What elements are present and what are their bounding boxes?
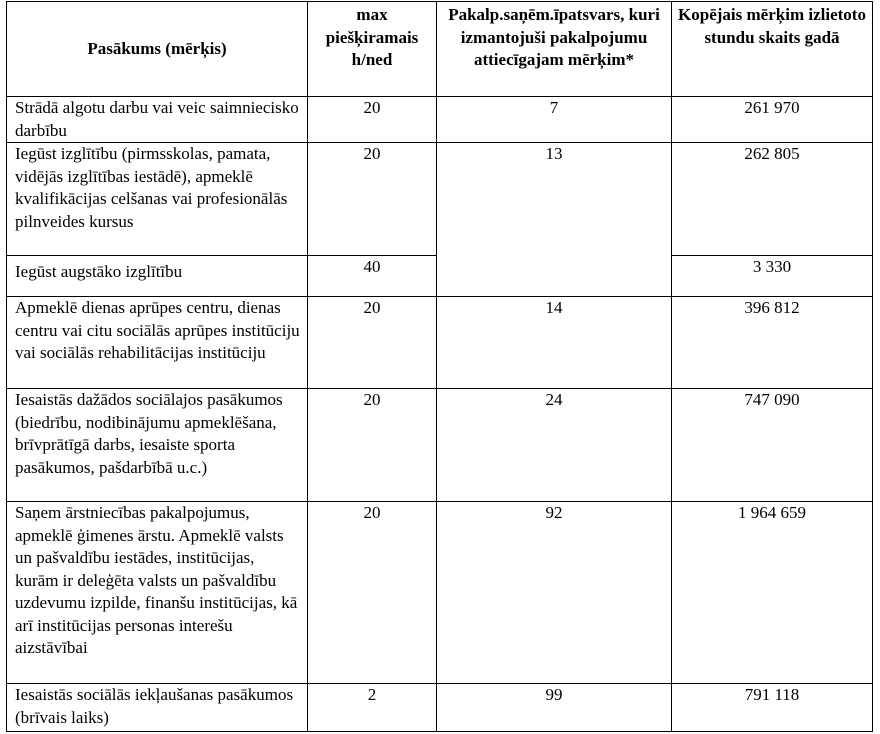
- table-row: [7, 502, 873, 684]
- total-hours-cell: 261 970: [672, 97, 873, 143]
- share-cell: 24: [437, 389, 672, 502]
- activity-cell: Apmeklē dienas aprūpes centru, dienas centru vai citu sociālās aprūpes institūciju vai sociālās rehabilitācijas institūciju: [7, 297, 308, 389]
- activity-cell: Iegūst izglītību (pirmsskolas, pamata, vidējās izglītības iestādē), apmeklē kvalifikācijas celšanas vai profesionālās pilnveides kursus: [7, 143, 308, 256]
- share-cell: 92: [437, 502, 672, 684]
- header-activity: Pasākums (mērķis): [7, 2, 308, 97]
- table-row: [7, 97, 873, 143]
- max-hours-cell: 20: [308, 502, 437, 684]
- header-max-hours: max piešķiramais h/ned: [308, 2, 437, 97]
- table-row: [7, 684, 873, 732]
- activity-cell: Iesaistās sociālās iekļaušanas pasākumos (brīvais laiks): [7, 684, 308, 732]
- activity-cell: Iegūst augstāko izglītību: [7, 256, 308, 297]
- max-hours-cell: 40: [308, 256, 437, 297]
- share-cell: 99: [437, 684, 672, 732]
- max-hours-cell: 20: [308, 297, 437, 389]
- activity-cell: Iesaistās dažādos sociālajos pasākumos (biedrību, nodibinājumu apmeklēšana, brīvprātīgā darbs, iesaiste sporta pasākumos, pašdarbībā u.c.): [7, 389, 308, 502]
- share-cell: 14: [437, 297, 672, 389]
- total-hours-cell: 262 805: [672, 143, 873, 256]
- activity-cell: Saņem ārstniecības pakalpojumus, apmeklē ģimenes ārstu. Apmeklē valsts un pašvaldību iestādes, institūcijas, kurām ir deleģēta valsts un pašvaldību uzdevumu izpilde, finanšu institūcijas, kā arī institūcijas personas interešu aizstāvībai: [7, 502, 308, 684]
- max-hours-cell: 2: [308, 684, 437, 732]
- max-hours-cell: 20: [308, 143, 437, 256]
- total-hours-cell: 396 812: [672, 297, 873, 389]
- total-hours-cell: 747 090: [672, 389, 873, 502]
- table-row: [7, 143, 873, 256]
- total-hours-cell: 1 964 659: [672, 502, 873, 684]
- hours-table: [6, 1, 873, 732]
- total-hours-cell: 791 118: [672, 684, 873, 732]
- share-cell: 7: [437, 97, 672, 143]
- header-total-hours: Kopējais mērķim izlietoto stundu skaits gadā: [672, 2, 873, 97]
- share-cell: 13: [437, 143, 672, 297]
- total-hours-cell: 3 330: [672, 256, 873, 297]
- activity-cell: Strādā algotu darbu vai veic saimniecisko darbību: [7, 97, 308, 143]
- table-row: [7, 389, 873, 502]
- header-row: [7, 2, 873, 97]
- max-hours-cell: 20: [308, 97, 437, 143]
- header-share: Pakalp.saņēm.īpatsvars, kuri izmantojuši pakalpojumu attiecīgajam mērķim*: [437, 2, 672, 97]
- max-hours-cell: 20: [308, 389, 437, 502]
- table-row: [7, 297, 873, 389]
